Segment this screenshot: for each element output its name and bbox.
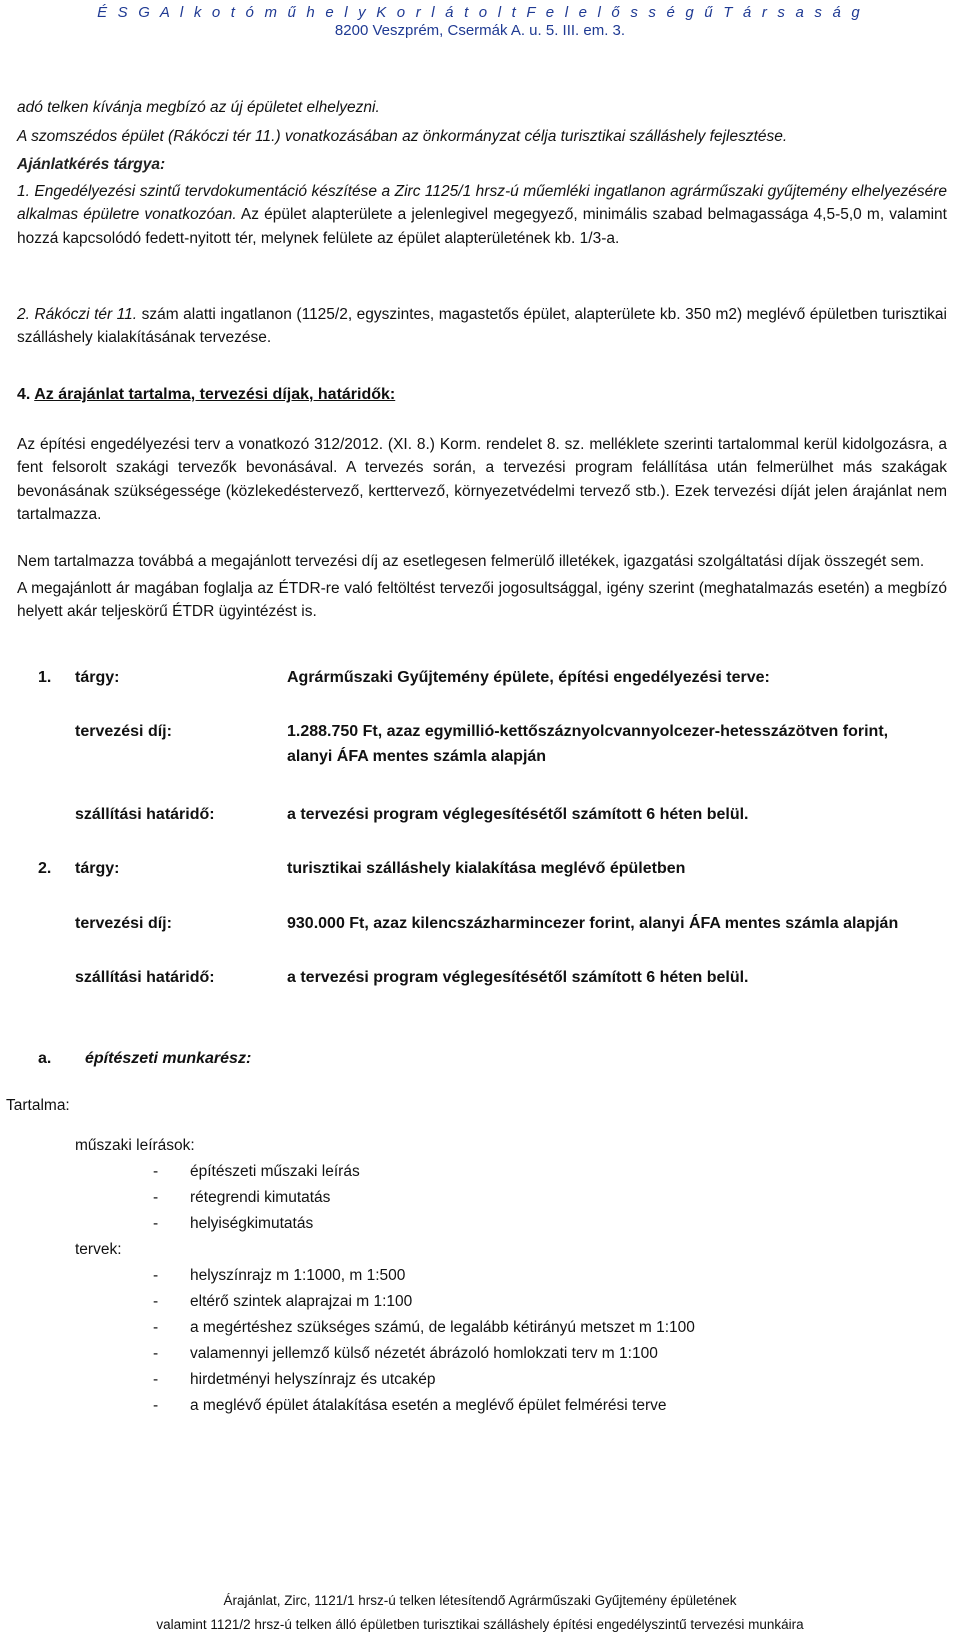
offer-1-subject-label: tárgy: bbox=[75, 669, 120, 686]
company-name-header: É S G A l k o t ó m ű h e l y K o r l á t o l t F e l e l ő s s é g ű T á r s a s á g bbox=[97, 4, 863, 21]
company-address-header: 8200 Veszprém, Csermák A. u. 5. III. em. 3. bbox=[334, 22, 626, 39]
section-4-heading bbox=[17, 383, 947, 406]
part-a-letter: a. bbox=[38, 1050, 52, 1067]
plans-dash-2: - bbox=[153, 1293, 159, 1310]
plans-item-5: hirdetményi helyszínrajz és utcakép bbox=[190, 1371, 436, 1388]
docs-item-3: helyiségkimutatás bbox=[190, 1215, 314, 1232]
plans-item-2: eltérő szintek alaprajzai m 1:100 bbox=[190, 1293, 413, 1310]
plans-item-4: valamennyi jellemző külső nézetét ábrázoló homlokzati terv m 1:100 bbox=[190, 1345, 658, 1362]
part-a-title: építészeti munkarész: bbox=[85, 1050, 252, 1067]
paragraph-1: Az építési engedélyezési terv a vonatkozó 312/2012. (XI. 8.) Korm. rendelet 8. sz. melléklete szerinti tartalommal kerül kidolgozásra, a fent felsorolt szakági tervezők bevonásával. A tervezés során, a tervezési program felállítása után felmerülhet más szakágak bevonásának szükségessége (közlekedéstervező, kerttervező, környezetvédelmi tervező stb.). Ezek tervezési díját jelen árajánlat nem tartalmazza. bbox=[17, 436, 947, 524]
plans-dash-3: - bbox=[153, 1319, 159, 1336]
subject-item-2 bbox=[17, 303, 947, 350]
offer-2-fee-label: tervezési díj: bbox=[75, 915, 172, 932]
footer-line-1: Árajánlat, Zirc, 1121/1 hrsz-ú telken létesítendő Agrárműszaki Gyűjtemény épületének bbox=[223, 1593, 737, 1608]
plans-dash-4: - bbox=[153, 1345, 159, 1362]
docs-item-2: rétegrendi kimutatás bbox=[190, 1189, 331, 1206]
plans-item-1: helyszínrajz m 1:1000, m 1:500 bbox=[190, 1267, 406, 1284]
subject-title: Ajánlatkérés tárgya: bbox=[17, 156, 166, 173]
plans-item-3: a megértéshez szükséges számú, de legalább kétirányú metszet m 1:100 bbox=[190, 1319, 695, 1336]
paragraph-2: Nem tartalmazza továbbá a megajánlott tervezési díj az esetlegesen felmerülő illetékek, igazgatási szolgáltatási díjak összegét sem. bbox=[17, 553, 925, 570]
subject-item-1 bbox=[17, 180, 947, 250]
intro-line-2: A szomszédos épület (Rákóczi tér 11.) vonatkozásában az önkormányzat célja turisztikai szálláshely fejlesztése. bbox=[17, 128, 788, 145]
docs-dash-3: - bbox=[153, 1215, 159, 1232]
plans-dash-1: - bbox=[153, 1267, 159, 1284]
offer-2-fee: 930.000 Ft, azaz kilencszázharmincezer forint, alanyi ÁFA mentes számla alapján bbox=[287, 915, 899, 932]
offer-1-fee-label: tervezési díj: bbox=[75, 723, 172, 740]
offer-1-deadline-label: szállítási határidő: bbox=[75, 806, 215, 823]
offer-2-subject-label: tárgy: bbox=[75, 860, 120, 877]
docs-dash-1: - bbox=[153, 1163, 159, 1180]
offer-2-subject: turisztikai szálláshely kialakítása meglévő épületben bbox=[287, 860, 686, 877]
subject-item-1-part-b: Az épület alapterülete a jelenlegivel megegyező, minimális szabad belmagassága 4,5-5,0 m, valamint hozzá kapcsolódó fedett-nyitott tér, melynek felülete az épület alapterületének kb. 1/3-a. bbox=[17, 206, 947, 247]
contents-label: Tartalma: bbox=[6, 1097, 70, 1114]
offer-1-subject: Agrárműszaki Gyűjtemény épülete, építési engedélyezési terve: bbox=[287, 669, 770, 686]
offer-2-number: 2. bbox=[38, 860, 52, 877]
offer-1-fee-line-1: 1.288.750 Ft, azaz egymillió-kettőszáznyolcvannyolcezer-hetesszázötven forint, bbox=[287, 723, 889, 740]
plans-dash-6: - bbox=[153, 1397, 159, 1414]
offer-2-deadline-label: szállítási határidő: bbox=[75, 969, 215, 986]
section-4-number: 4. bbox=[17, 386, 31, 403]
plans-item-6: a meglévő épület átalakítása esetén a meglévő épület felmérési terve bbox=[190, 1397, 667, 1414]
docs-label: műszaki leírások: bbox=[75, 1137, 195, 1154]
docs-item-1: építészeti műszaki leírás bbox=[190, 1163, 360, 1180]
subject-item-2-part-a: 2. Rákóczi tér 11. bbox=[17, 306, 138, 323]
footer-line-2: valamint 1121/2 hrsz-ú telken álló épületben turisztikai szálláshely építési engedélyszintű tervezési munkáira bbox=[156, 1617, 804, 1632]
plans-dash-5: - bbox=[153, 1371, 159, 1388]
section-4-title: Az árajánlat tartalma, tervezési díjak, határidők: bbox=[34, 386, 396, 403]
offer-1-fee-line-2: alanyi ÁFA mentes számla alapján bbox=[287, 748, 547, 765]
offer-1-deadline: a tervezési program véglegesítésétől számított 6 héten belül. bbox=[287, 806, 749, 823]
intro-line-1: adó telken kívánja megbízó az új épületet elhelyezni. bbox=[17, 99, 380, 116]
offer-2-deadline: a tervezési program véglegesítésétől számított 6 héten belül. bbox=[287, 969, 749, 986]
subject-item-1-part-a: 1. Engedélyezési szintű tervdokumentáció készítése a Zirc 1125/1 hrsz-ú műemléki ingatlanon agrárműszaki gyűjtemény elhelyezésére alkalmas épületre vonatkozóan. bbox=[17, 183, 947, 224]
plans-label: tervek: bbox=[75, 1241, 122, 1258]
paragraph-3: A megajánlott ár magában foglalja az ÉTDR-re való feltöltést tervezői jogosultsággal, igény szerint (meghatalmazás esetén) a megbízó helyett akár teljeskörű ÉTDR ügyintézést is. bbox=[17, 580, 947, 621]
subject-item-2-part-b: szám alatti ingatlanon (1125/2, egyszintes, magastetős épület, alapterülete kb. 350 m2) meglévő épületben turisztikai szálláshely kialakításának tervezése. bbox=[17, 306, 947, 347]
docs-dash-2: - bbox=[153, 1189, 159, 1206]
offer-1-number: 1. bbox=[38, 669, 52, 686]
